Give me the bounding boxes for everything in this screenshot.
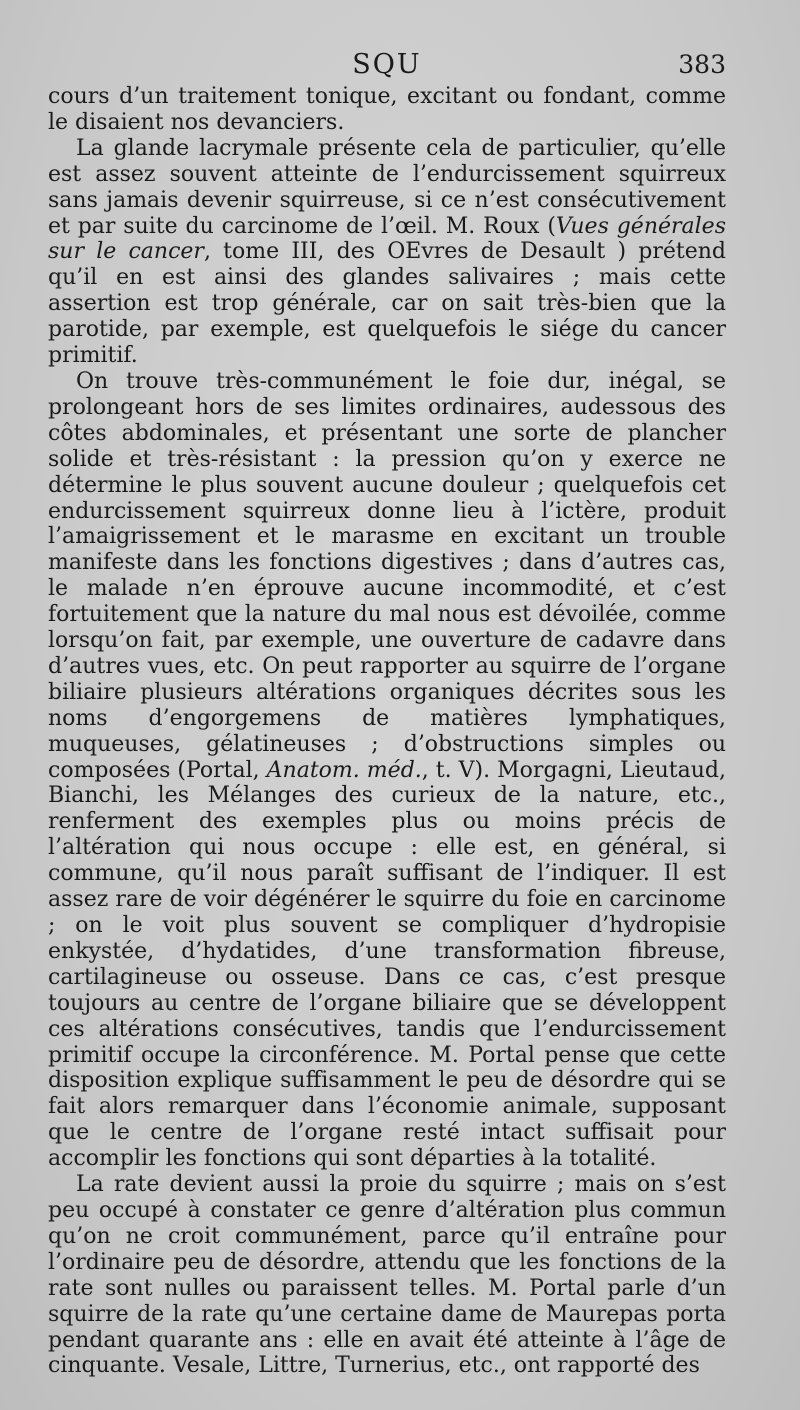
text-run: La rate devient aussi la proie du squirre ; mais on s’est peu occupé à constater ce genre d’altération plus commun qu’on ne croit communément, parce qu’il entraîne pour l’ordinaire peu de désordre, attendu que les fonctions de la rate sont nulles ou paraissent telles. M. Portal parle d’un squirre de la rate qu’une certaine dame de Maurepas porta pendant quarante ans : elle en avait été atteinte à l’âge de cinquante. Vesale, Littre, Turnerius, etc., ont rapporté des	[48, 1172, 726, 1379]
text-run: , t. V). Morgagni, Lieutaud, Bianchi, les Mélanges des curieux de la nature, etc., renferment des exemples plus ou moins précis de l’altération qui nous occupe : elle est, en général, si commune, qu’il nous paraît suffisant de l’indiquer. Il est assez rare de voir dégénérer le squirre du foie en carcinome ; on le voit plus souvent se compliquer d’hydropisie enkystée, d’hydatides, d’une transformation fibreuse, cartilagineuse ou osseuse. Dans ce cas, c’est presque toujours au centre de l’organe biliaire que se développent ces altérations consécutives, tandis que l’endurcissement primitif occupe la circonférence. M. Portal pense que cette disposition explique suffisamment le peu de désordre qui se fait alors remarquer dans l’économie animale, supposant que le centre de l’organe resté intact suffisait pour accomplir les fonctions qui sont départies à la totalité.	[48, 757, 726, 1172]
running-title: SQU	[352, 49, 422, 80]
italic-citation: Vues générales sur le cancer	[48, 213, 726, 265]
page-number: 383	[678, 50, 726, 79]
paragraph	[48, 84, 726, 136]
body-text	[48, 84, 726, 1379]
paragraph	[48, 136, 726, 369]
text-run: On trouve très-communément le foie dur, inégal, se prolongeant hors de ses limites ordinaires, audessous des côtes abdominales, et présentant une sorte de plancher solide et très-résistant : la pression qu’on y exerce ne détermine le plus souvent aucune douleur ; quelquefois cet endurcissement squirreux donne lieu à l’ictère, produit l’amaigrissement et le marasme en excitant un trouble manifeste dans les fonctions digestives ; dans d’autres cas, le malade n’en éprouve aucune incommodité, et c’est fortuitement que la nature du mal nous est dévoilée, comme lorsqu’on fait, par exemple, une ouverture de cadavre dans d’autres vues, etc. On peut rapporter au squirre de l’organe biliaire plusieurs altérations organiques décrites sous les noms d’engorgemens de matières lymphatiques, muqueuses, gélatineuses ; d’obstructions simples ou composées (Portal,	[48, 368, 726, 783]
running-head	[48, 48, 726, 82]
text-run: La glande lacrymale présente cela de particulier, qu’elle est assez souvent atteinte de l’endurcissement squirreux sans jamais devenir squirreuse, si ce n’est consécutivement et par suite du carcinome de l’œil. M. Roux (	[48, 135, 726, 239]
italic-citation: Anatom. méd.	[266, 757, 422, 783]
paragraph	[48, 369, 726, 1172]
paragraph	[48, 1172, 726, 1379]
text-run: , tome III, des OEvres de Desault ) prétend qu’il en est ainsi des glandes salivaires ; mais cette assertion est trop générale, car on sait très-bien que la parotide, par exemple, est quelquefois le siége du cancer primitif.	[48, 239, 726, 369]
text-run: cours d’un traitement tonique, excitant ou fondant, comme le disaient nos devanciers.	[48, 84, 726, 135]
